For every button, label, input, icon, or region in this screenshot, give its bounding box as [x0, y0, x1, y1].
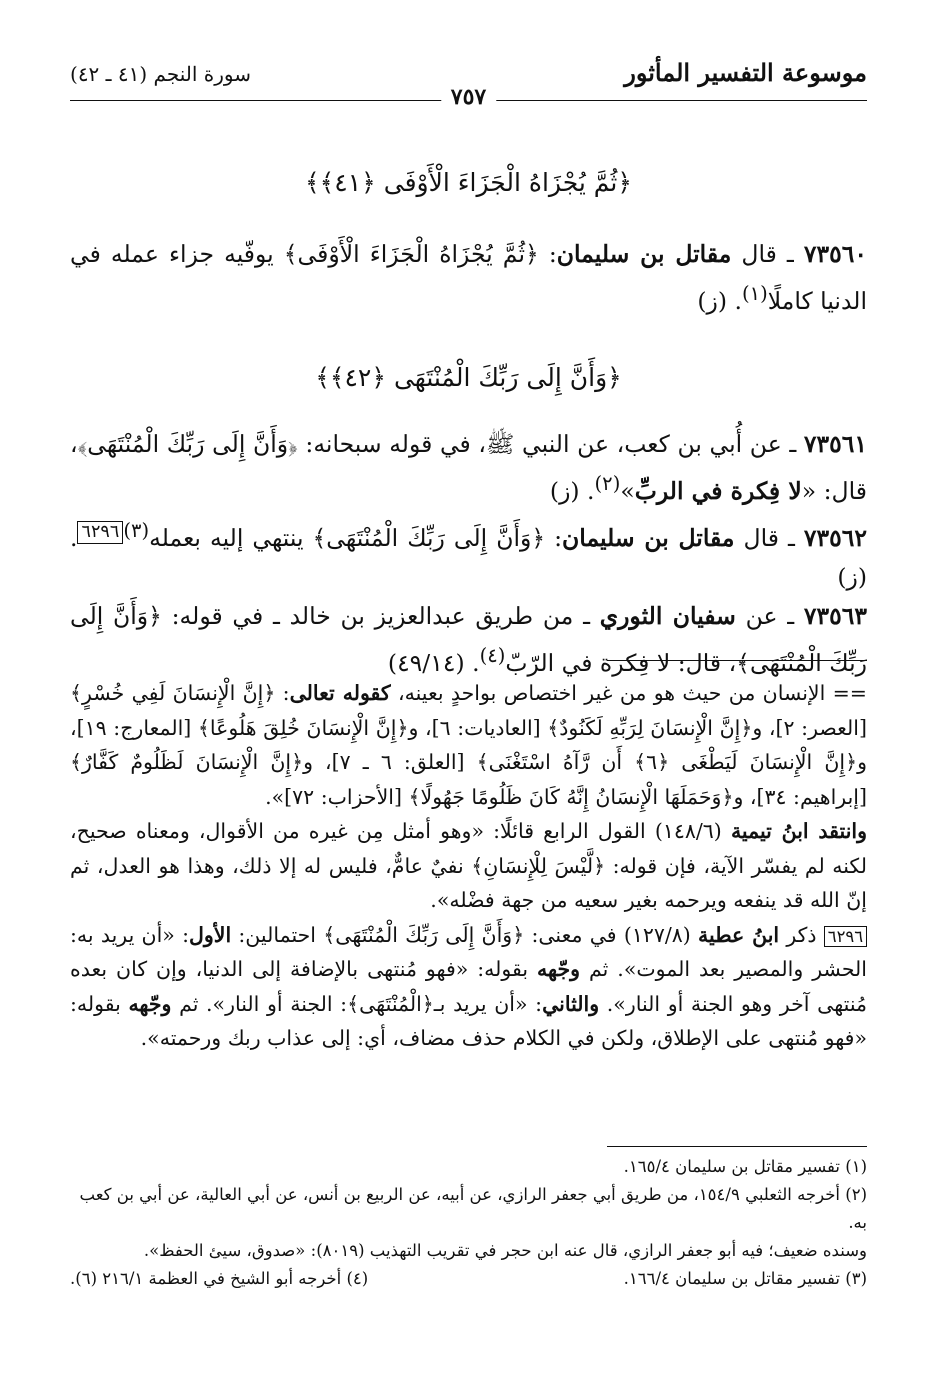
- footnote-ref: (٢): [594, 472, 621, 495]
- entry-text: : ﴿وَأَنَّ إِلَى رَبِّكَ الْمُنْتَهَى﴾ ينتهي إليه بعمله: [149, 523, 563, 552]
- footnote-3: (٣) تفسير مقاتل بن سليمان ١٦٦/٤.: [623, 1269, 867, 1288]
- editor-notes: [70, 676, 867, 1056]
- footnote-2: (٢) أخرجه الثعلبي ١٥٤/٩، من طريق أبي جعفر الرازي، عن أبيه، عن الربيع بن أنس، عن أبي العالية، عن أبي بن كعب به.: [79, 1185, 867, 1232]
- footnote-1: (١) تفسير مقاتل بن سليمان ١٦٥/٤.: [623, 1157, 867, 1176]
- note-text: ذكر: [779, 922, 824, 947]
- surah-reference: سورة النجم (٤١ ـ ٤٢): [70, 62, 252, 86]
- verse-41: ﴿ثُمَّ يُجْزَاهُ الْجَزَاءَ الْأَوْفَى ﴿٤١﴾﴾: [304, 168, 633, 197]
- narrator-name: مقاتل بن سليمان: [562, 523, 735, 552]
- narrator-name: سفيان الثوري: [599, 601, 736, 630]
- footnote-2-grading: وسنده ضعيف؛ فيه أبو جعفر الرازي، قال عنه ابن حجر في تقريب التهذيب (٨٠١٩): «صدوق، سيئ الحفظ».: [143, 1241, 867, 1260]
- entry-number: ٧٣٥٦٠: [803, 240, 867, 268]
- footnote-4: (٤) أخرجه أبو الشيخ في العظمة ٢١٦/١ (٦).: [70, 1269, 369, 1288]
- entry-text: ـ عن أُبي بن كعب، عن النبي ﷺ، في قوله سبحانه: ﴿وَأَنَّ إِلَى رَبِّكَ الْمُنْتَهَى﴾، قال: «: [70, 430, 867, 505]
- footnotes-divider: [607, 1146, 867, 1147]
- footnote-ref: (١): [741, 282, 768, 305]
- note-text: : «أن يريد بـ﴿الْمُنْتَهَى﴾: الجنة أو النار». ثم: [171, 991, 543, 1016]
- footnotes-3-4-row: [70, 1265, 867, 1293]
- note-bold: والثاني: [542, 991, 600, 1016]
- entry-number: ٧٣٥٦٣: [803, 601, 867, 630]
- entry-text: ـ قال: [734, 523, 804, 552]
- verse-42: ﴿وَأَنَّ إِلَى رَبِّكَ الْمُنْتَهَى ﴿٤٢﴾﴾: [315, 363, 622, 392]
- note-continuation: [70, 676, 867, 814]
- note-bold: الأول: [188, 922, 232, 947]
- note-text: == الإنسان من حيث هو من غير اختصاص بواحدٍ بعينه،: [390, 681, 867, 705]
- note-number-box: ٦٢٩٦: [824, 926, 867, 948]
- note-text: بقوله: «فهو مُنتهى على الإطلاق، ولكن في الكلام حذف مضاف، أي: إلى عذاب ربك ورحمته».: [70, 991, 867, 1050]
- narrator-name: مقاتل بن سليمان: [556, 240, 732, 268]
- entry-text: ـ قال: [731, 240, 804, 268]
- hadith-text: لا فِكرة في الربِّ: [634, 476, 802, 505]
- footnote-ref: (٤): [479, 643, 506, 667]
- page-number: ٧٥٧: [441, 84, 496, 110]
- note-bold: وانتقد ابنُ تيمية: [730, 819, 868, 843]
- note-reference-box: ٦٢٩٦: [77, 521, 123, 544]
- footnote-ref: (٣): [123, 518, 150, 542]
- entry-73561: [70, 425, 867, 511]
- entry-73563: [70, 597, 867, 683]
- note-ibn-taymiyya: [70, 814, 867, 918]
- footnotes: [70, 1153, 867, 1293]
- notes-divider: [607, 660, 867, 661]
- entry-73562: [70, 511, 867, 597]
- entry-number: ٧٣٥٦٢: [803, 523, 868, 552]
- entry-text: ـ من طريق عبدالعزيز بن خالد ـ في قوله: ﴿وَأَنَّ إِلَى رَبِّكَ الْمُنْتَهَى﴾، قال: لا فِكرة في الرّبّ: [70, 601, 867, 677]
- entry-text: ـ عن: [735, 601, 804, 630]
- entry-text: . (ز): [697, 286, 742, 315]
- entry-text: »: [620, 476, 635, 505]
- note-text: : ﴿إِنَّ الْإِنسَانَ لَفِي خُسْرٍ﴾ [العصر: ٢]، و﴿إِنَّ الْإِنسَانَ لِرَبِّهِ لَكَنُودٌ﴾ [العاديات: ٦]، و﴿إِنَّ الْإِنسَانَ خُلِقَ هَلُوعًا﴾ [المعارج: ١٩]، و﴿إِنَّ الْإِنسَانَ لَيَطْغَى ﴿٦﴾ أَن رَّآهُ اسْتَغْنَى﴾ [العلق: ٦ ـ ٧]، و﴿إِنَّ الْإِنسَانَ لَظَلُومٌ كَفَّارٌ﴾ [إبراهيم: ٣٤]، و﴿وَحَمَلَهَا الْإِنسَانُ إِنَّهُ كَانَ ظَلُومًا جَهُولًا﴾ [الأحزاب: ٧٢]».: [70, 681, 867, 809]
- entry-text: . (ز): [70, 523, 867, 591]
- page-header: [70, 40, 867, 110]
- note-text: بقوله: «فهو مُنتهى بالإضافة إلى الدنيا، وإن كان بعده مُنتهى آخر وهو الجنة أو النار».: [70, 957, 867, 1016]
- note-bold: وجّهه: [128, 991, 172, 1016]
- note-bold: كقوله تعالى: [289, 681, 391, 705]
- book-title: موسوعة التفسير المأثور: [624, 58, 867, 87]
- entry-text: . (ز): [549, 476, 595, 505]
- note-ibn-atiyya: [70, 918, 867, 1056]
- note-text: (١٢٧/٨) في معنى: ﴿وَأَنَّ إِلَى رَبِّكَ الْمُنْتَهَى﴾ احتمالين:: [231, 922, 699, 947]
- note-text: : «أن يريد به: الحشر والمصير بعد الموت». ثم: [70, 922, 867, 981]
- note-text: (١٤٨/٦) القول الرابع قائلًا: «وهو أمثل مِن غيره من الأقوال، ومعناه صحيح، لكنه لم يفسّر الآية، فإن قوله: ﴿لَّيْسَ لِلْإِنسَانِ﴾ نفيٌ عامٌّ، فليس له إلا ذلك، وهذا هو العدل، ثم إنّ الله قد ينفعه ويرحمه بغير سعيه من جهة فضْله».: [70, 819, 867, 912]
- entry-73560: [70, 235, 867, 321]
- entries-block: [70, 425, 867, 682]
- entry-text: : ﴿ثُمَّ يُجْزَاهُ الْجَزَاءَ الْأَوْفَى﴾ يوفّيه جزاء عمله في الدنيا كاملًا: [70, 240, 867, 315]
- note-bold: وجّهه: [537, 957, 581, 981]
- entry-number: ٧٣٥٦١: [803, 430, 867, 458]
- entry-text: . (٤٩/١٤): [387, 648, 480, 677]
- note-bold: ابنُ عطية: [698, 922, 780, 947]
